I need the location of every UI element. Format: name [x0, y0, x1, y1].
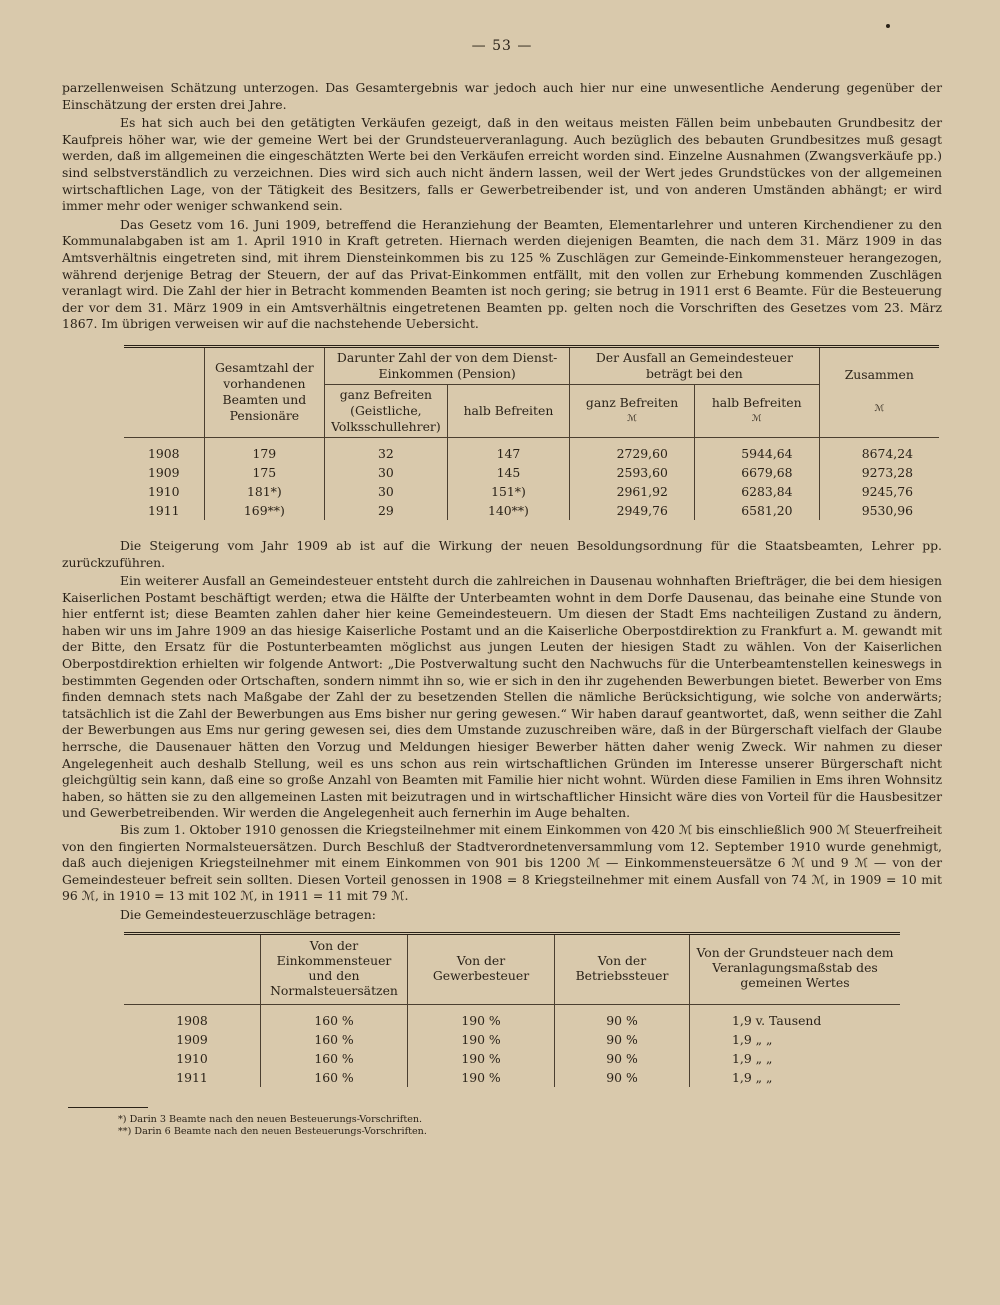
paragraph-5: Ein weiterer Ausfall an Gemeindesteuer entsteht durch die zahlreichen in Dausenau wohnhaften Briefträger, die bei dem hiesigen Kaiserlichen Postamt beschäftigt werden; etwa die Hälfte der Unterbeamten wohnt in dem Dorfe Dausenau, das beinahe eine Stunde von hier entfernt ist; diese Beamten zahlen daher hier keine Gemeindesteuern. Um diesen der Stadt Ems nachteiligen Zustand zu ändern, haben wir uns im Jahre 1909 an das hiesige Kaiserliche Postamt und an die Kaiserliche Oberpostdirektion zu Frankfurt a. M. gewandt mit der Bitte, den Ersatz für die Postunterbeamten möglichst aus jungen Leuten der hiesigen Stadt zu wählen. Von der Kaiserlichen Oberpostdirektion erhielten wir folgende Antwort: „Die Postverwaltung sucht den Nachwuchs für die Unterbeamtenstellen keineswegs in bestimmten Gegenden oder Ortschaften, sondern nimmt ihn so, wie er sich in den ihr zugehenden Bewerbungen bietet. Bewerber von Ems finden demnach stets nach Maßgabe der Zahl der zu besetzenden Stellen die nämliche Berücksichtigung, wie solche von anderwärts; tatsächlich ist die Zahl der Bewerbungen aus Ems bisher nur gering gewesen.“ Wir haben darauf geantwortet, daß, wenn seither die Zahl der Bewerbungen aus Ems nur gering gewesen sei, dies dem Umstande zuzuschreiben wäre, daß in der Bürgerschaft vielfach der Glaube herrsche, die Dausenauer hätten den Vorzug und Meldungen hiesiger Bewerber hätten daher wenig Zweck. Wir nahmen zu dieser Angelegenheit auch deshalb Stellung, weil es uns schon aus rein wirtschaftlichen Gründen im Interesse unserer Bürgerschaft nicht gleichgültig sein kann, daß eine so große Anzahl von Beamten mit Familie hier nicht wohnt. Würden diese Familien in Ems ihren Wohnsitz haben, so hätten sie zu den allgemeinen Lasten mit beizutragen und in wirtschaftlicher Hinsicht wäre dies von Vorteil für die Hausbesitzer und Gewerbetreibenden. Wir werden die Angelegenheit auch fernerhin im Auge behalten.: [62, 573, 942, 821]
cell-sum: 9530,96: [819, 501, 939, 520]
table-row: [124, 501, 939, 520]
cell-full: 30: [325, 463, 448, 482]
cell-total: 169**): [204, 501, 324, 520]
cell-trade: 190 %: [408, 1049, 555, 1068]
cell-year: 1910: [148, 483, 180, 499]
header-loss-half: [694, 384, 819, 437]
header-trade-tax: Von der Gewerbesteuer: [408, 935, 555, 1005]
cell-loss-full: 2593,60: [570, 463, 695, 482]
cell-year: 1909: [176, 1031, 208, 1047]
header-total: Gesamtzahl der vorhandenen Beamten und Pensionäre: [204, 348, 324, 438]
cell-sum: 8674,24: [819, 437, 939, 463]
cell-year: 1908: [176, 1012, 208, 1028]
cell-income: 160 %: [261, 1030, 408, 1049]
cell-trade: 190 %: [408, 1004, 555, 1030]
cell-total: 179: [204, 437, 324, 463]
cell-business: 90 %: [555, 1030, 690, 1049]
cell-land: 1,9 v. Tausend: [690, 1004, 901, 1030]
cell-land: 1,9 „ „: [690, 1068, 901, 1087]
header-loss-half-label: halb Befreiten: [711, 394, 802, 410]
cell-business: 90 %: [555, 1004, 690, 1030]
cell-trade: 190 %: [408, 1030, 555, 1049]
cell-income: 160 %: [261, 1049, 408, 1068]
paragraph-3: Das Gesetz vom 16. Juni 1909, betreffend die Heranziehung der Beamten, Elementarlehrer und unteren Kirchendiener zu den Kommunalabgaben ist am 1. April 1910 in Kraft getreten. Hiernach werden diejenigen Beamten, die nach dem 31. März 1909 in das Amtsverhältnis eingetreten sind, mit ihrem Diensteinkommen bis zu 125 % Zuschlägen zur Gemeinde-Einkommensteuer herangezogen, während derjenige Betrag der Steuern, der auf das Privat-Einkommen entfällt, mit den vollen zur Erhebung kommenden Zuschlägen veranlagt wird. Die Zahl der hier in Betracht kommenden Beamten ist noch gering; sie betrug in 1911 erst 6 Beamte. Für die Besteuerung der vor dem 31. März 1909 in ein Amtsverhältnis eingetretenen Beamten pp. gelten noch die Vorschriften des Gesetzes vom 23. März 1867. Im übrigen verweisen wir auf die nachstehende Uebersicht.: [62, 216, 942, 332]
header-sum: [819, 348, 939, 438]
cell-loss-half: 6679,68: [694, 463, 819, 482]
table-row: [124, 1049, 900, 1068]
cell-land: 1,9 „ „: [690, 1030, 901, 1049]
officials-tax-table: [124, 345, 939, 520]
footnote-divider: [68, 1107, 148, 1108]
header-group-exempt: Darunter Zahl der von dem Dienst-Einkommen (Pension): [325, 348, 570, 385]
table-row: [124, 463, 939, 482]
header-income-tax: Von der Einkommensteuer und den Normalsteuersätzen: [261, 935, 408, 1005]
cell-year: 1911: [148, 502, 180, 518]
cell-business: 90 %: [555, 1049, 690, 1068]
header-business-tax: Von der Betriebssteuer: [555, 935, 690, 1005]
paragraph-1: parzellenweisen Schätzung unterzogen. Das Gesamtergebnis war jedoch auch hier nur eine unwesentliche Aenderung gegenüber der Einschätzung der ersten drei Jahre.: [62, 80, 942, 112]
paragraph-2: Es hat sich auch bei den getätigten Verkäufen gezeigt, daß in den weitaus meisten Fällen beim unbebauten Grundbesitz der Kaufpreis höher war, wie der gemeine Wert bei der Grundsteuerveranlagung. Auch bezüglich des bebauten Grundbesitzes muß gesagt werden, daß im allgemeinen die eingeschätzten Werte bei den Verkäufen erreicht worden sind. Einzelne Ausnahmen (Zwangsverkäufe pp.) sind selbstverständlich zu verzeichnen. Dies wird sich auch nicht ändern lassen, weil der Wert jedes Grundstückes von der allgemeinen wirtschaftlichen Lage, von der Tätigkeit des Besitzers, falls er Gewerbetreibender ist, und von anderen Umständen abhängt; er wird immer mehr oder weniger schwankend sein.: [62, 115, 942, 214]
cell-year: 1908: [148, 445, 180, 461]
table-row: [124, 482, 939, 501]
paragraph-7: Die Gemeindesteuerzuschläge betragen:: [120, 906, 376, 922]
header-loss-half-unit: ℳ: [751, 413, 762, 424]
cell-half: 151*): [447, 482, 570, 501]
header-group-loss: Der Ausfall an Gemeindesteuer beträgt bei den: [570, 348, 819, 385]
cell-loss-full: 2729,60: [570, 437, 695, 463]
footnote-2: **) Darin 6 Beamte nach den neuen Besteuerungs-Vorschriften.: [118, 1125, 427, 1137]
cell-business: 90 %: [555, 1068, 690, 1087]
header-full-exempt: ganz Befreiten (Geistliche, Volksschullehrer): [325, 384, 448, 437]
cell-total: 175: [204, 463, 324, 482]
paragraph-4: Die Steigerung vom Jahr 1909 ab ist auf die Wirkung der neuen Besoldungsordnung für die Staatsbeamten, Lehrer pp. zurückzuführen.: [62, 537, 942, 570]
cell-total: 181*): [204, 482, 324, 501]
cell-full: 32: [325, 437, 448, 463]
cell-loss-half: 6283,84: [694, 482, 819, 501]
cell-half: 147: [447, 437, 570, 463]
page-number: — 53 —: [471, 38, 533, 54]
header-land-tax: Von der Grundsteuer nach dem Veranlagungsmaßstab des gemeinen Wertes: [690, 935, 901, 1005]
header-loss-full: [570, 384, 695, 437]
cell-loss-half: 6581,20: [694, 501, 819, 520]
cell-income: 160 %: [261, 1068, 408, 1087]
year-header-empty: [124, 935, 261, 1005]
cell-land: 1,9 „ „: [690, 1049, 901, 1068]
surcharge-table: [124, 932, 900, 1087]
cell-income: 160 %: [261, 1004, 408, 1030]
paragraph-6: Bis zum 1. Oktober 1910 genossen die Kriegsteilnehmer mit einem Einkommen von 420 ℳ bis einschließlich 900 ℳ Steuerfreiheit von den fingierten Normalsteuersätzen. Durch Beschluß der Stadtverordnetenversammlung vom 12. September 1910 wurde genehmigt, daß auch diejenigen Kriegsteilnehmer mit einem Einkommen von 901 bis 1200 ℳ — Einkommensteuersätze 6 ℳ und 9 ℳ — von der Gemeindesteuer befreit sein sollten. Diesen Vorteil genossen in 1908 = 8 Kriegsteilnehmer mit einem Ausfall von 74 ℳ, in 1909 = 10 mit 96 ℳ, in 1910 = 13 mit 102 ℳ, in 1911 = 11 mit 79 ℳ.: [62, 822, 942, 904]
cell-sum: 9245,76: [819, 482, 939, 501]
cell-loss-half: 5944,64: [694, 437, 819, 463]
footnote-1: *) Darin 3 Beamte nach den neuen Besteuerungs-Vorschriften.: [118, 1113, 423, 1125]
table-row: [124, 1068, 900, 1087]
header-loss-full-label: ganz Befreiten: [585, 394, 679, 410]
cell-loss-full: 2949,76: [570, 501, 695, 520]
cell-sum: 9273,28: [819, 463, 939, 482]
cell-half: 140**): [447, 501, 570, 520]
table-row: [124, 1030, 900, 1049]
header-sum-unit: ℳ: [874, 404, 885, 415]
cell-loss-full: 2961,92: [570, 482, 695, 501]
cell-year: 1911: [176, 1069, 208, 1085]
header-sum-label: Zusammen: [844, 367, 914, 383]
cell-half: 145: [447, 463, 570, 482]
header-loss-full-unit: ℳ: [627, 413, 637, 424]
year-header-empty: [124, 348, 204, 438]
header-half-exempt: halb Befreiten: [447, 384, 570, 437]
cell-full: 30: [325, 482, 448, 501]
cell-year: 1910: [176, 1050, 208, 1066]
table-row: [124, 437, 939, 463]
cell-full: 29: [325, 501, 448, 520]
ink-speck: [886, 24, 890, 28]
cell-year: 1909: [148, 464, 180, 480]
cell-trade: 190 %: [408, 1068, 555, 1087]
table-row: [124, 1004, 900, 1030]
